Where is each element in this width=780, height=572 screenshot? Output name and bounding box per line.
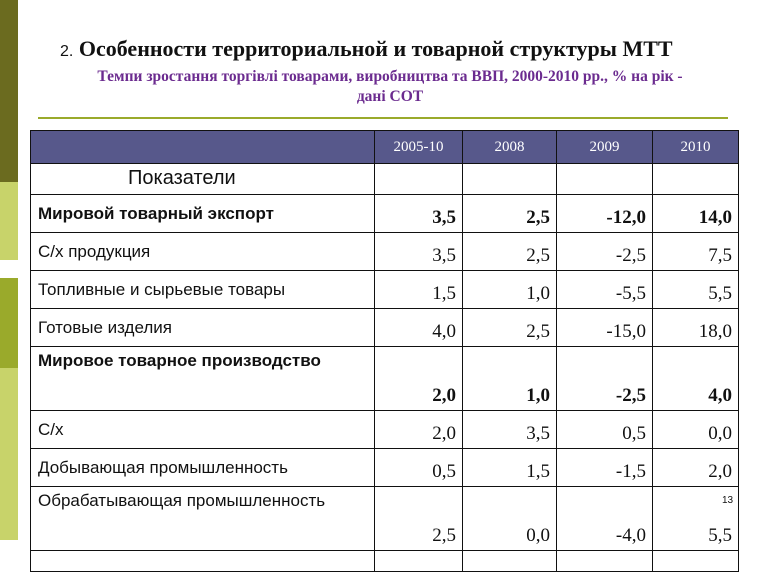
empty-cell: [557, 164, 653, 195]
value-cell: 1,5: [463, 449, 557, 487]
value-cell: -15,0: [557, 309, 653, 347]
value-cell: 0,0: [653, 411, 739, 449]
value-cell: 1,5: [375, 271, 463, 309]
row-header-label: Показатели: [128, 167, 236, 189]
value-cell: 18,0: [653, 309, 739, 347]
value-cell: 2,0: [653, 449, 739, 487]
header-row: [31, 131, 739, 164]
table-row: [31, 195, 739, 233]
column-header: 2008: [463, 131, 557, 164]
value-cell: 0,5: [375, 449, 463, 487]
empty-cell: [557, 551, 653, 572]
table-row: [31, 449, 739, 487]
value-cell: 0,0: [463, 487, 557, 551]
value-cell: -2,5: [557, 233, 653, 271]
empty-cell: [653, 551, 739, 572]
value-cell: 7,5: [653, 233, 739, 271]
value-cell: 2,0: [375, 347, 463, 411]
table-row: [31, 347, 739, 411]
value-cell: -5,5: [557, 271, 653, 309]
value-cell: 3,5: [375, 233, 463, 271]
header-corner: [31, 131, 375, 164]
empty-cell: [653, 164, 739, 195]
slide-subtitle: [40, 67, 740, 107]
page-number: 13: [722, 495, 734, 506]
value-cell: 1,0: [463, 347, 557, 411]
table-body: [31, 131, 739, 572]
row-label: Добывающая промышленность: [31, 449, 375, 487]
table-row: [31, 233, 739, 271]
value-cell: -12,0: [557, 195, 653, 233]
empty-cell: [375, 164, 463, 195]
value-cell: 5,5: [653, 271, 739, 309]
row-label: С/х: [31, 411, 375, 449]
value-cell: -2,5: [557, 347, 653, 411]
title-text: Особенности территориальной и товарной структуры МТТ: [78, 36, 673, 61]
sidebar-segment-light: [0, 182, 18, 260]
value-cell: 5,5: [653, 487, 739, 551]
empty-cell: [31, 551, 375, 572]
title-number: 2.: [60, 43, 74, 60]
value-cell: 14,0: [653, 195, 739, 233]
value-cell: 2,5: [463, 195, 557, 233]
value-cell: 3,5: [463, 411, 557, 449]
value-cell: 2,5: [463, 233, 557, 271]
value-cell: 3,5: [375, 195, 463, 233]
sidebar-accent-bar: [0, 0, 18, 540]
sidebar-segment-dark-top: [0, 0, 18, 182]
column-header: 2009: [557, 131, 653, 164]
table-row-empty: [31, 551, 739, 572]
value-cell: 2,5: [463, 309, 557, 347]
value-cell: 1,0: [463, 271, 557, 309]
value-cell: 2,5: [375, 487, 463, 551]
data-table: [30, 130, 739, 572]
column-header: 2010: [653, 131, 739, 164]
value-cell: 0,5: [557, 411, 653, 449]
empty-cell: [463, 164, 557, 195]
sidebar-segment-mid: [0, 278, 18, 368]
table-row: [31, 487, 739, 551]
empty-cell: [463, 551, 557, 572]
table-row: [31, 411, 739, 449]
value-cell: -4,0: [557, 487, 653, 551]
title-divider: [38, 117, 728, 119]
value-cell: 4,0: [375, 309, 463, 347]
value-cell: 2,0: [375, 411, 463, 449]
table-row: [31, 271, 739, 309]
subtitle-line-1: Темпи зростання торгівлі товарами, виробництва та ВВП, 2000-2010 рр., % на рік -: [97, 68, 683, 85]
column-header: 2005-10: [375, 131, 463, 164]
value-cell: -1,5: [557, 449, 653, 487]
row-label: Мировой товарный экспорт: [31, 195, 375, 233]
empty-cell: [375, 551, 463, 572]
row-label: Готовые изделия: [31, 309, 375, 347]
row-label: Обрабатывающая промышленность: [31, 487, 375, 551]
subtitle-line-2: дані СОТ: [356, 88, 424, 105]
row-label: Мировое товарное производство: [31, 347, 375, 411]
row-label: Топливные и сырьевые товары: [31, 271, 375, 309]
table-row: [31, 309, 739, 347]
sidebar-gap: [0, 260, 18, 278]
row-label: С/х продукция: [31, 233, 375, 271]
sidebar-segment-light-bottom: [0, 368, 18, 540]
slide-title: [60, 36, 673, 62]
value-cell: 4,0: [653, 347, 739, 411]
